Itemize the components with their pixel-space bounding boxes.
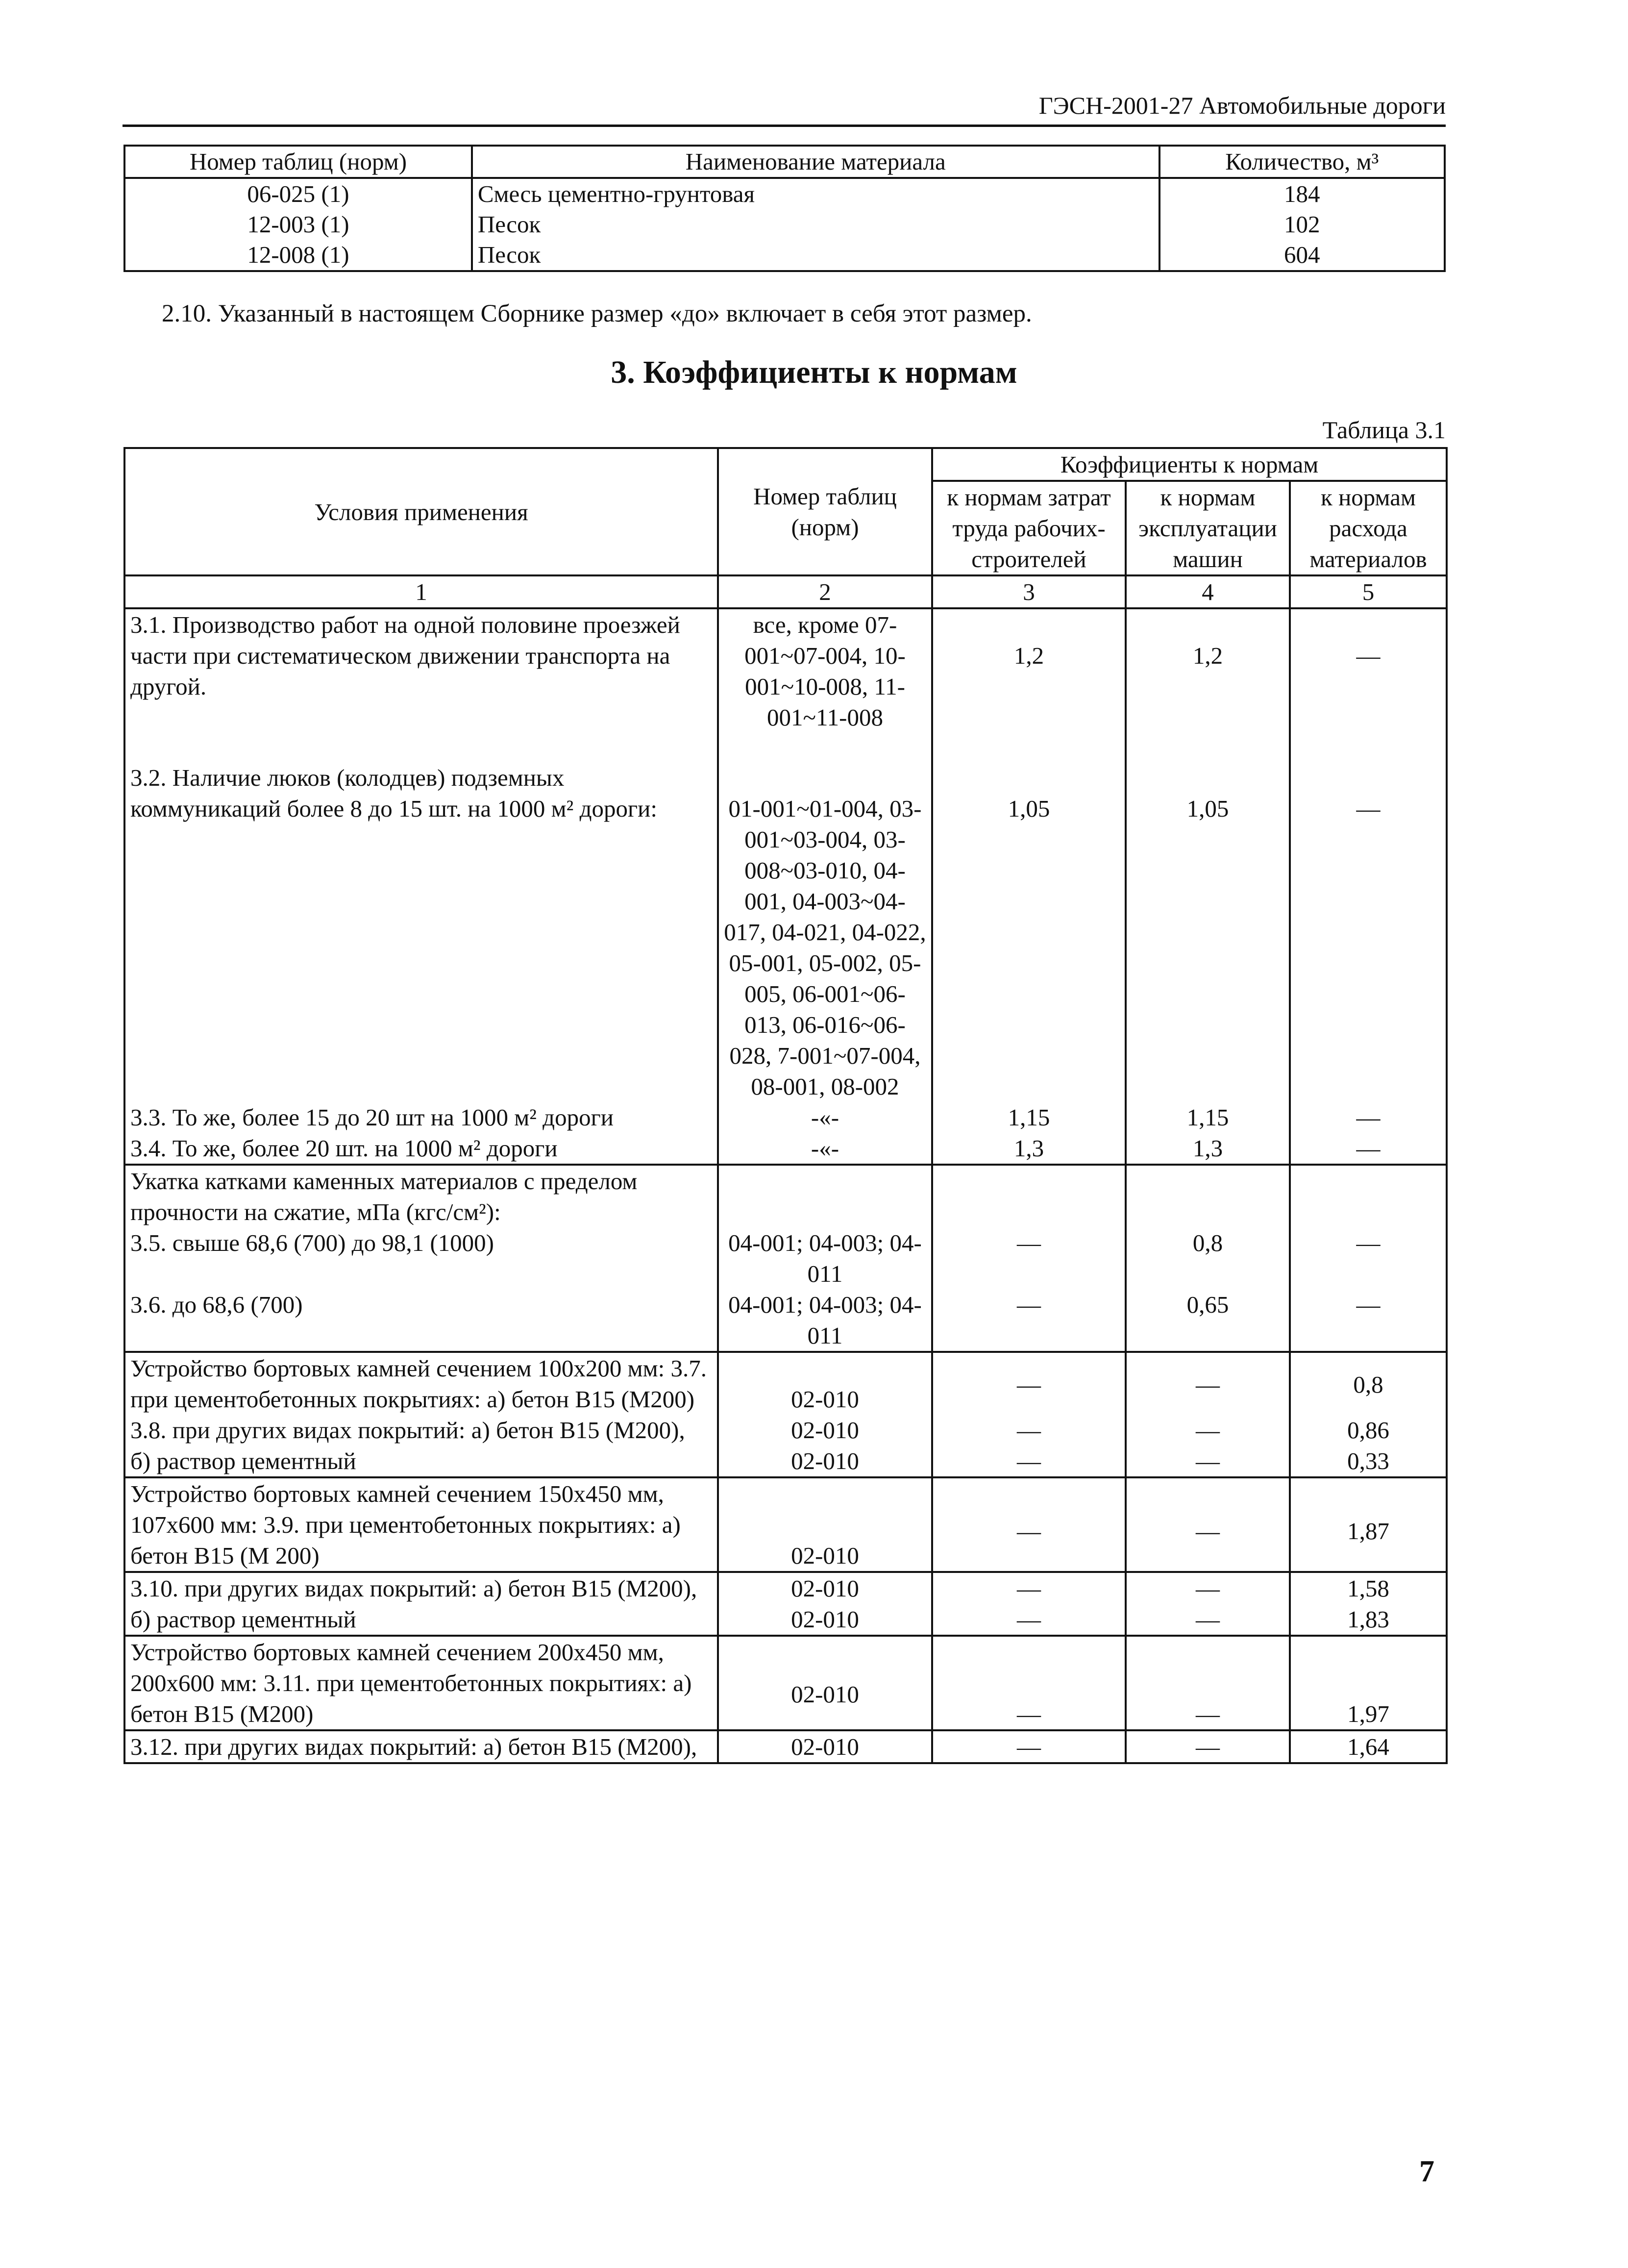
row-condition: Устройство бортовых камней сечением 150х450 мм, 107х600 мм: 3.9. при цементобетонных покрытиях: а) бетон В15 (М 200) — [124, 1477, 718, 1572]
row-tables: 02-010 — [718, 1477, 932, 1572]
row-materials: 1,58 — [1290, 1572, 1447, 1604]
column-number: 2 — [718, 575, 932, 608]
running-header: ГЭСН-2001-27 Автомобильные дороги — [123, 88, 1446, 127]
header-conditions: Условия применения — [124, 448, 718, 575]
row-condition: Устройство бортовых камней сечением 200х450 мм, 200х600 мм: 3.11. при цементобетонных покрытиях: а) бетон В15 (М200) — [124, 1636, 718, 1730]
row-materials: 1,64 — [1290, 1730, 1447, 1763]
row-machines: — — [1126, 1636, 1290, 1730]
row-tables: 02-010 — [718, 1352, 932, 1415]
coef-row — [124, 1289, 1447, 1352]
row-labor: — — [932, 1415, 1126, 1446]
row-tables: 02-010 — [718, 1446, 932, 1477]
header-machines: к нормам эксплуатации машин — [1126, 481, 1290, 575]
note-2-10: 2.10. Указанный в настоящем Сборнике размер «до» включает в себя этот размер. — [162, 300, 1032, 327]
coef-row — [124, 1415, 1447, 1446]
row-machines: — — [1126, 1477, 1290, 1572]
materials-row — [124, 178, 1445, 209]
row-machines: 1,15 — [1126, 1102, 1290, 1133]
row-materials: 0,86 — [1290, 1415, 1447, 1446]
page-number: 7 — [1419, 2155, 1434, 2188]
row-machines: — — [1126, 1572, 1290, 1604]
coef-row — [124, 1572, 1447, 1604]
row-machines: — — [1126, 1352, 1290, 1415]
row-materials — [1290, 1165, 1447, 1227]
row-labor: 1,05 — [932, 762, 1126, 1102]
column-number: 5 — [1290, 575, 1447, 608]
materials-cell: 06-025 (1) — [124, 178, 472, 209]
coef-row — [124, 1102, 1447, 1133]
column-number-row — [124, 575, 1447, 608]
row-materials: — — [1290, 762, 1447, 1102]
row-machines: — — [1126, 1415, 1290, 1446]
coef-row — [124, 1446, 1447, 1477]
row-tables: 02-010 — [718, 1415, 932, 1446]
materials-row — [124, 240, 1445, 271]
row-labor: — — [932, 1352, 1126, 1415]
row-condition: 3.6. до 68,6 (700) — [124, 1289, 718, 1352]
row-condition: Укатка катками каменных материалов с пределом прочности на сжатие, мПа (кгс/см²): — [124, 1165, 718, 1227]
row-materials: 1,97 — [1290, 1636, 1447, 1730]
materials-cell: 102 — [1159, 209, 1445, 240]
row-labor: 1,15 — [932, 1102, 1126, 1133]
row-tables: все, кроме 07-001~07-004, 10-001~10-008, 11-001~11-008 — [718, 608, 932, 762]
row-materials: — — [1290, 1289, 1447, 1352]
coef-row — [124, 1636, 1447, 1730]
row-condition: 3.2. Наличие люков (колодцев) подземных коммуникаций более 8 до 15 шт. на 1000 м² дороги: — [124, 762, 718, 1102]
row-machines: 1,3 — [1126, 1133, 1290, 1165]
row-tables: -«- — [718, 1102, 932, 1133]
column-number: 1 — [124, 575, 718, 608]
row-tables: 02-010 — [718, 1636, 932, 1730]
coef-row — [124, 1165, 1447, 1227]
materials-row — [124, 209, 1445, 240]
materials-header-row — [124, 146, 1445, 178]
coef-row — [124, 1604, 1447, 1636]
row-condition: 3.8. при других видах покрытий: а) бетон В15 (М200), — [124, 1415, 718, 1446]
column-number: 4 — [1126, 575, 1290, 608]
row-labor: — — [932, 1227, 1126, 1289]
row-machines — [1126, 1165, 1290, 1227]
row-labor: — — [932, 1572, 1126, 1604]
column-number: 3 — [932, 575, 1126, 608]
row-tables: 02-010 — [718, 1572, 932, 1604]
row-condition: 3.3. То же, более 15 до 20 шт на 1000 м² дороги — [124, 1102, 718, 1133]
coef-row — [124, 1730, 1447, 1763]
section-title: 3. Коэффициенты к нормам — [611, 354, 1017, 390]
row-labor: — — [932, 1636, 1126, 1730]
row-condition: 3.1. Производство работ на одной половине проезжей части при систематическом движении транспорта на другой. — [124, 608, 718, 762]
row-labor: — — [932, 1289, 1126, 1352]
materials-cell: Песок — [472, 240, 1159, 271]
header-table-numbers: Номер таблиц (норм) — [718, 448, 932, 575]
coef-row — [124, 608, 1447, 762]
row-labor: 1,2 — [932, 608, 1126, 762]
table-label: Таблица 3.1 — [1322, 416, 1446, 444]
row-machines: 0,8 — [1126, 1227, 1290, 1289]
row-tables — [718, 1165, 932, 1227]
row-tables: 02-010 — [718, 1730, 932, 1763]
row-labor: — — [932, 1730, 1126, 1763]
row-materials: 0,8 — [1290, 1352, 1447, 1415]
row-condition: 3.5. свыше 68,6 (700) до 98,1 (1000) — [124, 1227, 718, 1289]
coef-header-row — [124, 448, 1447, 481]
header-materials: к нормам расхода материалов — [1290, 481, 1447, 575]
row-machines: 1,05 — [1126, 762, 1290, 1102]
row-materials: — — [1290, 608, 1447, 762]
row-machines: — — [1126, 1446, 1290, 1477]
row-machines: 0,65 — [1126, 1289, 1290, 1352]
materials-cell: 184 — [1159, 178, 1445, 209]
materials-cell: 12-003 (1) — [124, 209, 472, 240]
row-materials: — — [1290, 1102, 1447, 1133]
row-labor: — — [932, 1446, 1126, 1477]
materials-header-name: Наименование материала — [472, 146, 1159, 178]
row-materials: 1,83 — [1290, 1604, 1447, 1636]
row-labor: 1,3 — [932, 1133, 1126, 1165]
coef-row — [124, 762, 1447, 1102]
row-tables: 01-001~01-004, 03-001~03-004, 03-008~03-010, 04-001, 04-003~04-017, 04-021, 04-022, 05-001, 05-002, 05-005, 06-001~06-013, 06-016~06-028, 7-001~07-004, 08-001, 08-002 — [718, 762, 932, 1102]
row-condition: 3.10. при других видах покрытий: а) бетон В15 (М200), — [124, 1572, 718, 1604]
row-materials: 0,33 — [1290, 1446, 1447, 1477]
row-tables: -«- — [718, 1133, 932, 1165]
coef-row — [124, 1352, 1447, 1415]
row-labor: — — [932, 1477, 1126, 1572]
materials-table — [123, 145, 1446, 272]
row-condition: 3.4. То же, более 20 шт. на 1000 м² дороги — [124, 1133, 718, 1165]
row-labor: — — [932, 1604, 1126, 1636]
materials-cell: Смесь цементно-грунтовая — [472, 178, 1159, 209]
row-condition: 3.12. при других видах покрытий: а) бетон В15 (М200), — [124, 1730, 718, 1763]
coef-row — [124, 1227, 1447, 1289]
row-materials: 1,87 — [1290, 1477, 1447, 1572]
materials-cell: 604 — [1159, 240, 1445, 271]
header-labor: к нормам затрат труда рабочих-строителей — [932, 481, 1126, 575]
materials-cell: 12-008 (1) — [124, 240, 472, 271]
row-materials: — — [1290, 1133, 1447, 1165]
row-machines: — — [1126, 1730, 1290, 1763]
coef-row — [124, 1133, 1447, 1165]
row-condition: Устройство бортовых камней сечением 100х200 мм: 3.7. при цементобетонных покрытиях: а) бетон В15 (М200) — [124, 1352, 718, 1415]
row-condition: б) раствор цементный — [124, 1604, 718, 1636]
row-tables: 04-001; 04-003; 04-011 — [718, 1227, 932, 1289]
row-condition: б) раствор цементный — [124, 1446, 718, 1477]
coefficients-table — [123, 447, 1448, 1764]
row-materials: — — [1290, 1227, 1447, 1289]
coef-row — [124, 1477, 1447, 1572]
materials-header-quantity: Количество, м³ — [1159, 146, 1445, 178]
header-coefficients: Коэффициенты к нормам — [932, 448, 1447, 481]
materials-cell: Песок — [472, 209, 1159, 240]
row-tables: 04-001; 04-003; 04-011 — [718, 1289, 932, 1352]
row-machines: 1,2 — [1126, 608, 1290, 762]
materials-header-number: Номер таблиц (норм) — [124, 146, 472, 178]
row-machines: — — [1126, 1604, 1290, 1636]
row-labor — [932, 1165, 1126, 1227]
row-tables: 02-010 — [718, 1604, 932, 1636]
